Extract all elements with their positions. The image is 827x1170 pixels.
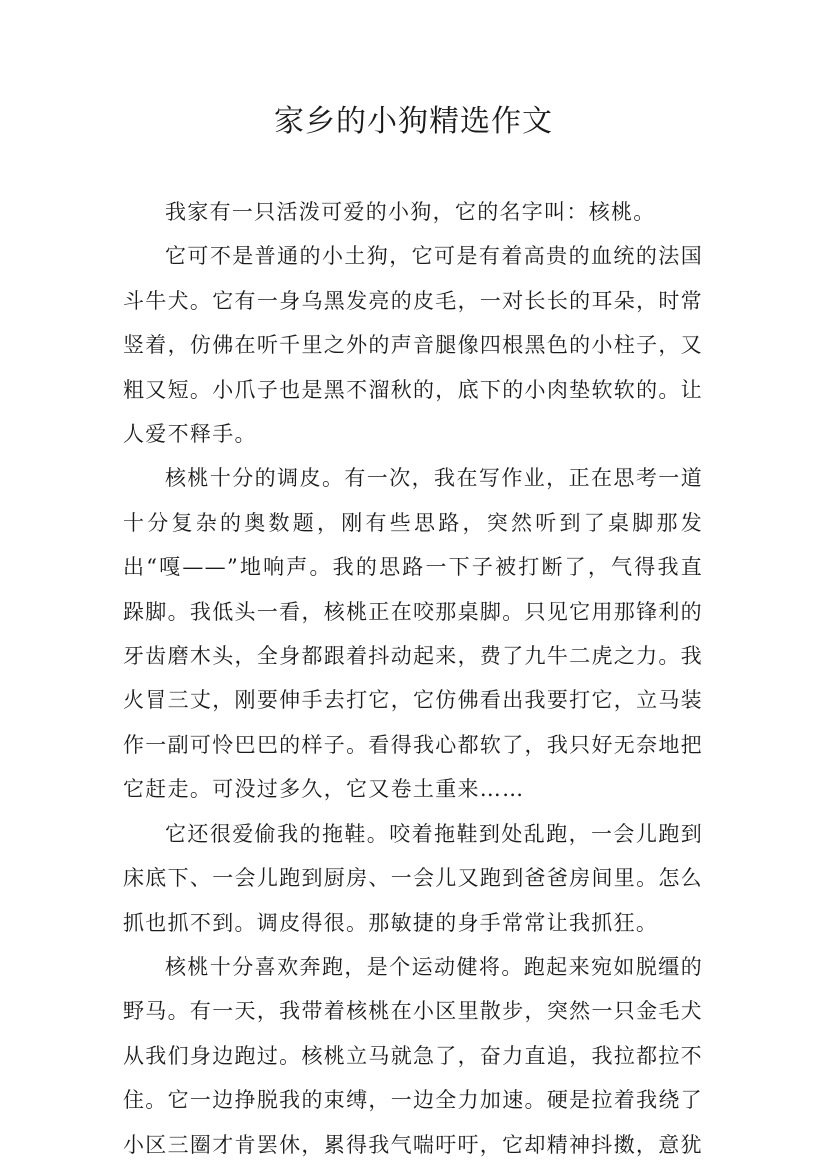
paragraph: 我家有一只活泼可爱的小狗，它的名字叫：核桃。 [165, 200, 656, 224]
paragraph: 它可不是普通的小土狗，它可是有着高贵的血统的法国斗牛犬。它有一身乌黑发亮的皮毛，一对长长的耳朵，时常竖着，仿佛在听千里之外的声音腿像四根黑色的小柱子，又粗又短。小爪子也是黑不溜秋的，底下的小肉垫软软的。让人爱不释手。 [123, 244, 703, 447]
paragraph: 核桃十分喜欢奔跑，是个运动健将。跑起来宛如脱缰的野马。有一天，我带着核桃在小区里散步，突然一只金毛犬从我们身边跑过。核桃立马就急了，奋力直追，我拉都拉不住。它一边挣脱我的束缚，一边全力加速。硬是拉着我绕了小区三圈才肯罢休，累得我气喘吁吁，它却精神抖擞，意犹 [123, 954, 703, 1157]
paragraph: 它还很爱偷我的拖鞋。咬着拖鞋到处乱跑，一会儿跑到床底下、一会儿跑到厨房、一会儿又跑到爸爸房间里。怎么抓也抓不到。调皮得很。那敏捷的身手常常让我抓狂。 [123, 821, 703, 935]
document-body [123, 190, 703, 1167]
document-title: 家乡的小狗精选作文 [274, 104, 553, 139]
paragraph: 核桃十分的调皮。有一次，我在写作业，正在思考一道十分复杂的奥数题，刚有些思路，突然听到了桌脚那发出“嘎——”地响声。我的思路一下子被打断了，气得我直跺脚。我低头一看，核桃正在咬那桌脚。只见它用那锋利的牙齿磨木头，全身都跟着抖动起来，费了九牛二虎之力。我火冒三丈，刚要伸手去打它，它仿佛看出我要打它，立马装作一副可怜巴巴的样子。看得我心都软了，我只好无奈地把它赶走。可没过多久，它又卷土重来…… [123, 466, 703, 802]
